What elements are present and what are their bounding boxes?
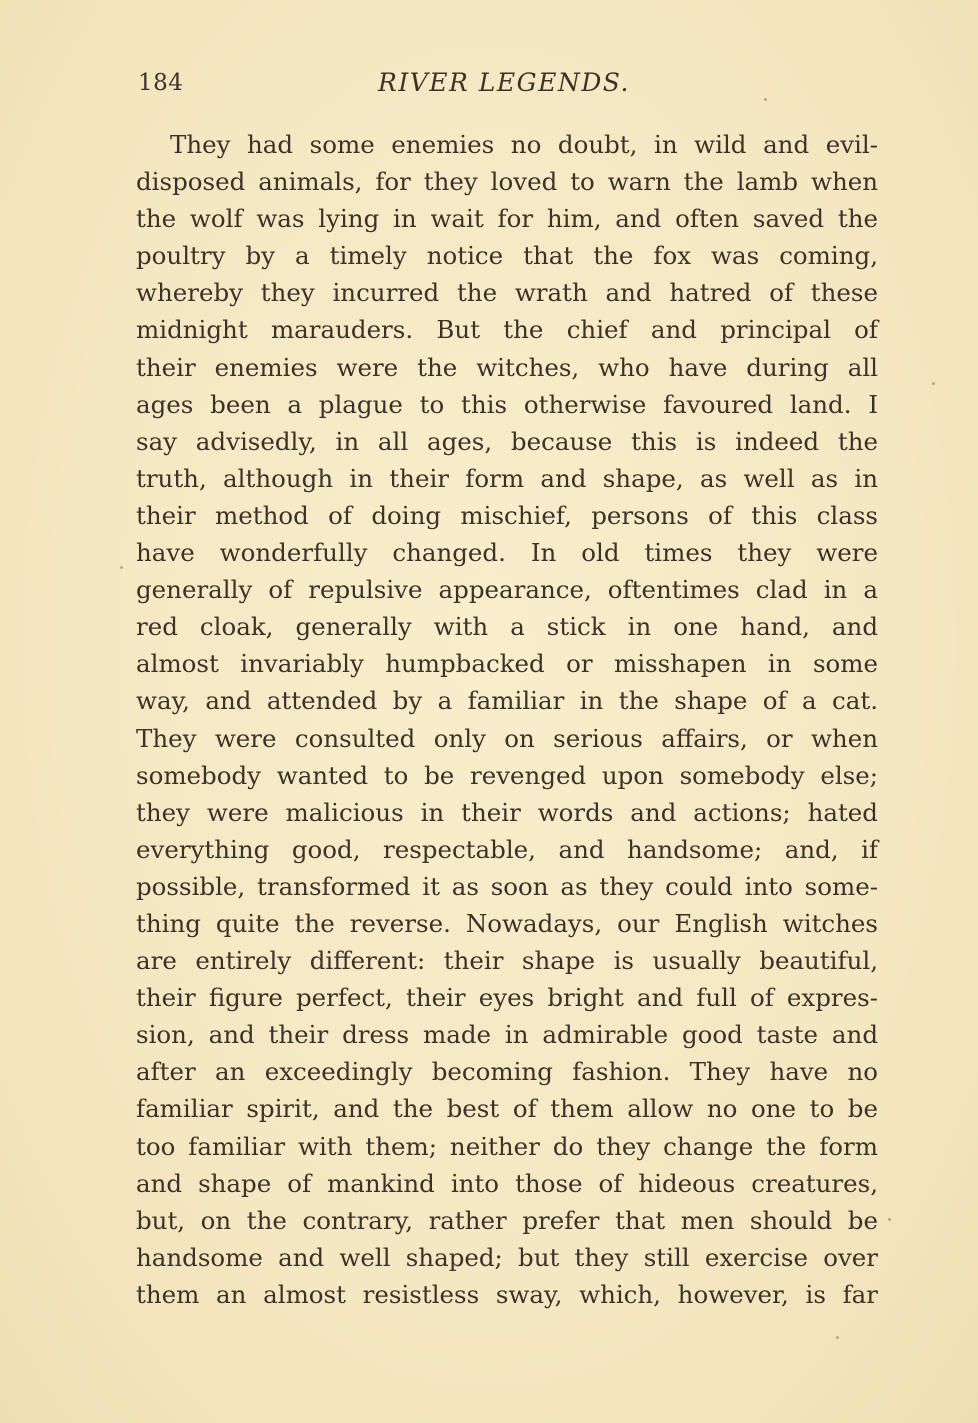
text-line: say advisedly, in all ages, because this is indeed the <box>136 426 878 456</box>
text-line: and shape of mankind into those of hideous creatures, <box>136 1168 878 1198</box>
paper-speck <box>120 566 123 569</box>
text-line: their figure perfect, their eyes bright and full of expres- <box>136 983 878 1013</box>
text-line: them an almost resistless sway, which, however, is far <box>136 1279 878 1309</box>
text-line: red cloak, generally with a stick in one hand, and <box>136 612 878 642</box>
text-line: ages been a plague to this otherwise favoured land. I <box>136 389 878 419</box>
text-line: truth, although in their form and shape, as well as in <box>136 463 878 493</box>
text-line: are entirely different: their shape is usually beautiful, <box>136 946 878 976</box>
paper-speck <box>888 1218 891 1221</box>
text-line: but, on the contrary, rather prefer that men should be <box>136 1205 878 1235</box>
paper-speck <box>932 382 935 385</box>
text-line: familiar spirit, and the best of them allow no one to be <box>136 1094 878 1124</box>
text-line: somebody wanted to be revenged upon somebody else; <box>136 760 878 790</box>
text-line: their method of doing mischief, persons of this class <box>136 500 878 530</box>
text-line: thing quite the reverse. Nowadays, our English witches <box>136 908 878 938</box>
paper-speck <box>836 1336 839 1339</box>
text-line: handsome and well shaped; but they still exercise over <box>136 1242 878 1272</box>
text-line: whereby they incurred the wrath and hatred of these <box>136 278 878 308</box>
text-line: They were consulted only on serious affairs, or when <box>136 723 878 753</box>
text-line: way, and attended by a familiar in the shape of a cat. <box>136 686 878 716</box>
text-line: after an exceedingly becoming fashion. They have no <box>136 1057 878 1087</box>
running-head: RIVER LEGENDS. <box>378 68 630 97</box>
text-line: poultry by a timely notice that the fox was coming, <box>136 241 878 271</box>
paper-speck <box>764 98 767 101</box>
text-line: they were malicious in their words and actions; hated <box>136 797 878 827</box>
page-number: 184 <box>138 70 184 96</box>
text-line: generally of repulsive appearance, oftentimes clad in a <box>136 575 878 605</box>
text-line: midnight marauders. But the chief and principal of <box>136 315 878 345</box>
text-line: almost invariably humpbacked or misshapen in some <box>136 649 878 679</box>
text-line: their enemies were the witches, who have during all <box>136 352 878 382</box>
text-line: sion, and their dress made in admirable good taste and <box>136 1020 878 1050</box>
text-line: too familiar with them; neither do they change the form <box>136 1131 878 1161</box>
body-text <box>136 126 878 1313</box>
text-line: possible, transformed it as soon as they could into some- <box>136 871 878 901</box>
text-line: have wonderfully changed. In old times they were <box>136 538 878 568</box>
text-line: They had some enemies no doubt, in wild and evil- <box>170 130 878 159</box>
text-line: everything good, respectable, and handsome; and, if <box>136 834 878 864</box>
page-header <box>0 64 978 104</box>
text-line: the wolf was lying in wait for him, and often saved the <box>136 204 878 234</box>
text-line: disposed animals, for they loved to warn the lamb when <box>136 167 878 197</box>
